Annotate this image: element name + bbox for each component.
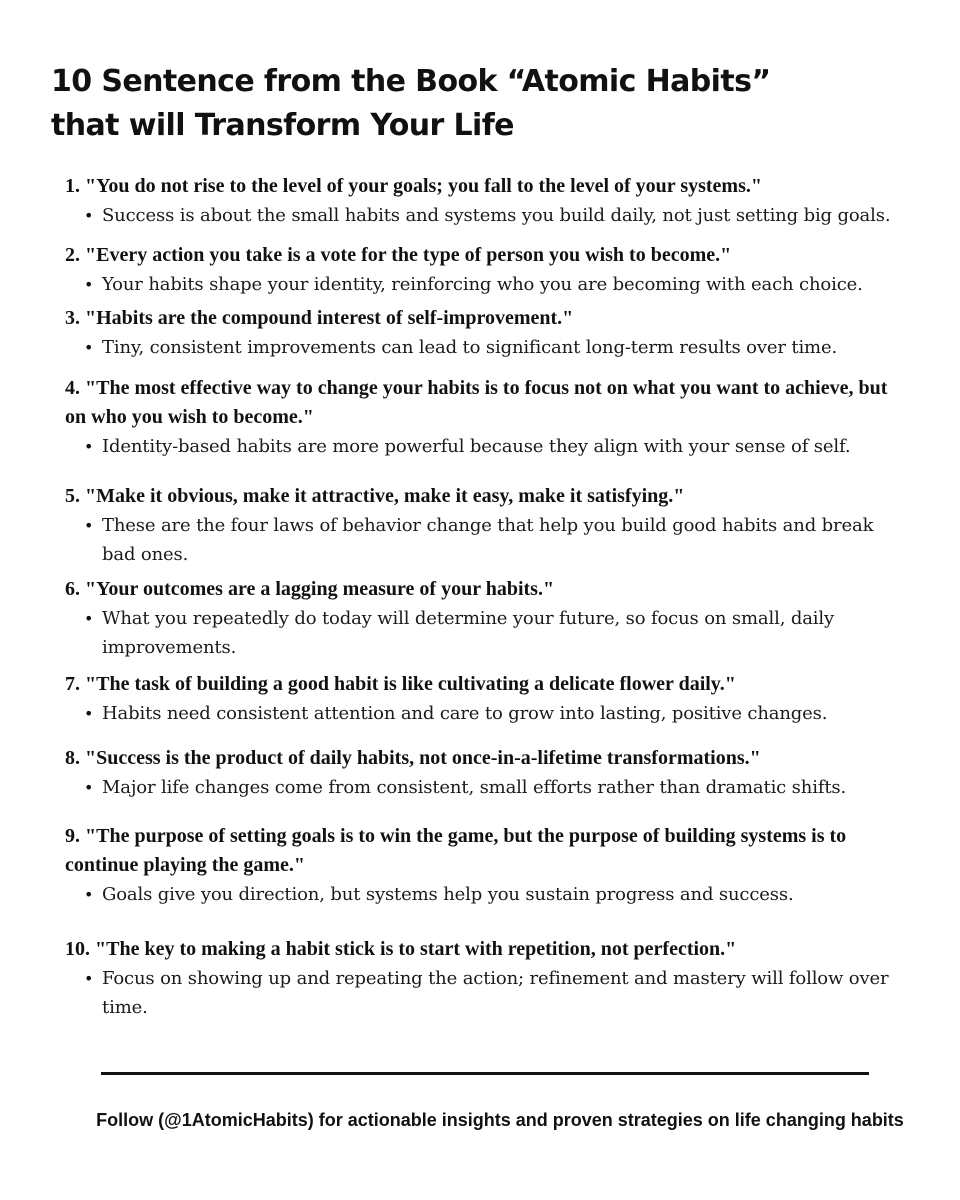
explanation-label: Major life changes come from consistent, small efforts rather than dramatic shifts. xyxy=(102,777,847,798)
list-item xyxy=(65,172,905,230)
page-title-line-2: that will Transform Your Life xyxy=(51,108,514,143)
quote-text: 5. "Make it obvious, make it attractive, make it easy, make it satisfying." xyxy=(65,485,685,507)
explanation-label: These are the four laws of behavior change that help you build good habits and break bad ones. xyxy=(102,515,874,565)
quote-text: 6. "Your outcomes are a lagging measure of your habits." xyxy=(65,578,555,600)
explanation-label: What you repeatedly do today will determine your future, so focus on small, daily improvements. xyxy=(102,608,835,658)
list-item xyxy=(65,241,905,299)
bullet-icon: • xyxy=(84,206,94,225)
bullet-icon: • xyxy=(84,885,94,904)
explanation-text xyxy=(65,604,905,662)
page-title-line-1: 10 Sentence from the Book “Atomic Habits” xyxy=(51,64,771,99)
explanation-text xyxy=(65,773,905,802)
quote-text: 3. "Habits are the compound interest of self-improvement." xyxy=(65,307,574,329)
bullet-icon: • xyxy=(84,275,94,294)
explanation-text xyxy=(65,333,905,362)
explanation-text xyxy=(65,880,905,909)
explanation-text xyxy=(65,432,905,461)
explanation-label: Success is about the small habits and systems you build daily, not just setting big goals. xyxy=(102,205,891,226)
explanation-label: Habits need consistent attention and care to grow into lasting, positive changes. xyxy=(102,703,828,724)
bullet-icon: • xyxy=(84,704,94,723)
list-item xyxy=(65,670,905,728)
list-item xyxy=(65,304,905,362)
explanation-text xyxy=(65,964,905,1022)
explanation-label: Your habits shape your identity, reinforcing who you are becoming with each choice. xyxy=(102,274,863,295)
explanation-label: Identity-based habits are more powerful because they align with your sense of self. xyxy=(102,436,851,457)
explanation-text xyxy=(65,270,905,299)
quote-text: 4. "The most effective way to change your habits is to focus not on what you want to achieve, but on who you wish to become." xyxy=(65,377,888,428)
explanation-text xyxy=(65,201,905,230)
quote-text: 7. "The task of building a good habit is like cultivating a delicate flower daily." xyxy=(65,673,736,695)
bullet-icon: • xyxy=(84,437,94,456)
quote-text: 10. "The key to making a habit stick is to start with repetition, not perfection." xyxy=(65,938,737,960)
footer-follow-text: Follow (@1AtomicHabits) for actionable insights and proven strategies on life changing habits xyxy=(96,1110,904,1130)
list-item xyxy=(65,575,905,662)
bullet-icon: • xyxy=(84,516,94,535)
explanation-label: Focus on showing up and repeating the action; refinement and mastery will follow over time. xyxy=(102,968,889,1018)
bullet-icon: • xyxy=(84,338,94,357)
bullet-icon: • xyxy=(84,778,94,797)
quote-text: 2. "Every action you take is a vote for the type of person you wish to become." xyxy=(65,244,732,266)
page-title xyxy=(51,60,911,148)
list-item xyxy=(65,822,905,909)
list-item xyxy=(65,374,905,461)
explanation-text xyxy=(65,699,905,728)
explanation-label: Goals give you direction, but systems help you sustain progress and success. xyxy=(102,884,794,905)
quote-text: 9. "The purpose of setting goals is to win the game, but the purpose of building systems is to continue playing the game." xyxy=(65,825,847,876)
bullet-icon: • xyxy=(84,969,94,988)
quote-text: 1. "You do not rise to the level of your goals; you fall to the level of your systems." xyxy=(65,175,762,197)
list-item xyxy=(65,935,905,1022)
list-item xyxy=(65,744,905,802)
bullet-icon: • xyxy=(84,609,94,628)
footer-divider xyxy=(101,1072,869,1075)
list-item xyxy=(65,482,905,569)
explanation-label: Tiny, consistent improvements can lead to significant long-term results over time. xyxy=(102,337,838,358)
explanation-text xyxy=(65,511,905,569)
quote-text: 8. "Success is the product of daily habits, not once-in-a-lifetime transformations." xyxy=(65,747,761,769)
